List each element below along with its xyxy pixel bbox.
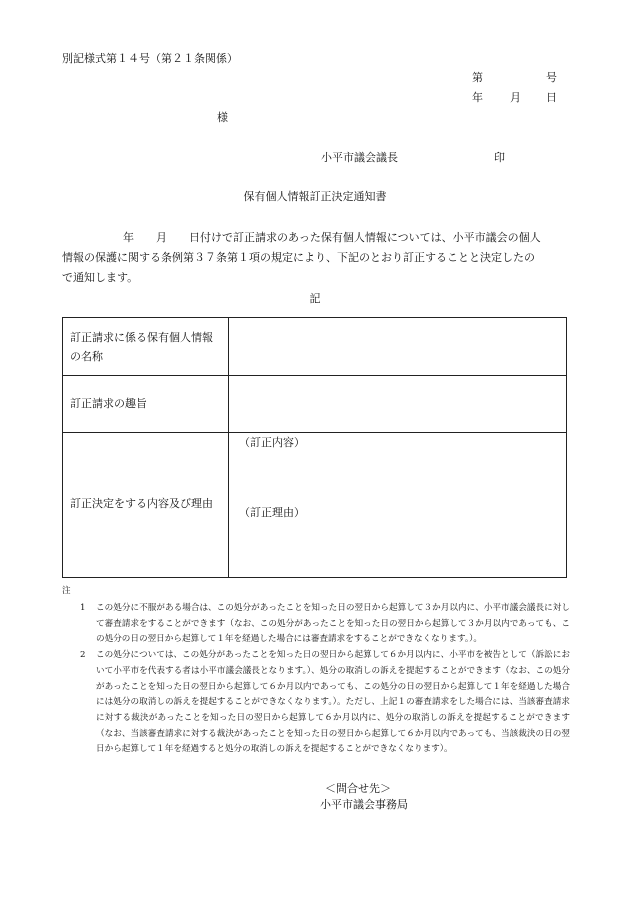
body-line-2: 情報の保護に関する条例第３７条第１項の規定により、下記のとおり訂正することと決定したの [62,251,535,264]
correction-table [62,317,567,578]
contact-label: ＜問合せ先＞ [325,782,391,795]
table-column-divider [228,318,229,577]
note-text: この処分については、この処分があったことを知った日の翌日から起算して６か月以内に、小平市を被告として（訴訟において小平市を代表する者は小平市議会議長となります。）、処分の取消しの訴えを提起することができます（なお、この処分があったことを知った日の翌日から起算して６か月以内であっても、この処分の日の翌日から起算して１年を経過した場合には処分の取消しの訴えを提起することができなくなります。）。ただし、上記１の審査請求をした場合には、当該審査請求に対する裁決があったことを知った日の翌日から起算して６か月以内に、処分の取消しの訴えを提起することができます（なお、当該審査請求に対する裁決があったことを知った日の翌日から起算して６か月以内であっても、当該裁決の日の翌日から起算して１年を経過すると処分の取消しの訴えを提起することができなくなります）。 [96,650,570,755]
sender-title: 小平市議会議長 [321,151,398,164]
row2-label: 訂正請求の趣旨 [70,397,147,410]
note-number: 2 [80,650,86,661]
notes-list [80,601,570,758]
ki-marker: 記 [309,292,321,305]
addressee-suffix: 様 [217,111,228,124]
note-text: この処分に不服がある場合は、この処分があったことを知った日の翌日から起算して３か月以内に、小平市議会議長に対して審査請求をすることができます（なお、この処分があったことを知った日の翌日から起算して３か月以内であっても、この処分の日の翌日から起算して１年を経過した場合には審査請求をすることができなくなります。）。 [96,603,570,645]
row1-label-line1: 訂正請求に係る保有個人情報 [70,331,213,344]
row3-content-heading: （訂正内容） [239,436,305,449]
date-day-label: 日 [546,91,557,104]
row1-label-line2: の名称 [70,350,103,363]
body-line-1: 年 月 日付けで訂正請求のあった保有個人情報については、小平市議会の個人 [123,231,541,244]
body-line-3: で通知します。 [62,271,139,284]
note-item-2 [80,648,570,758]
form-reference: 別記様式第１４号（第２１条関係） [62,52,238,65]
row3-label: 訂正決定をする内容及び理由 [70,497,213,510]
note-number: 1 [80,603,86,613]
table-row-divider-1 [63,375,566,376]
row3-reason-heading: （訂正理由） [239,506,305,519]
notes-heading: 注 [62,586,71,596]
document-number-suffix: 号 [546,71,557,84]
date-year-label: 年 [472,91,483,104]
date-month-label: 月 [510,91,521,104]
document-title: 保有個人情報訂正決定通知書 [243,190,387,203]
note-item-1 [80,601,570,648]
seal-mark: 印 [494,151,505,164]
table-row-divider-2 [63,432,566,433]
document-number-label: 第 [472,71,483,84]
contact-office: 小平市議会事務局 [320,798,408,811]
